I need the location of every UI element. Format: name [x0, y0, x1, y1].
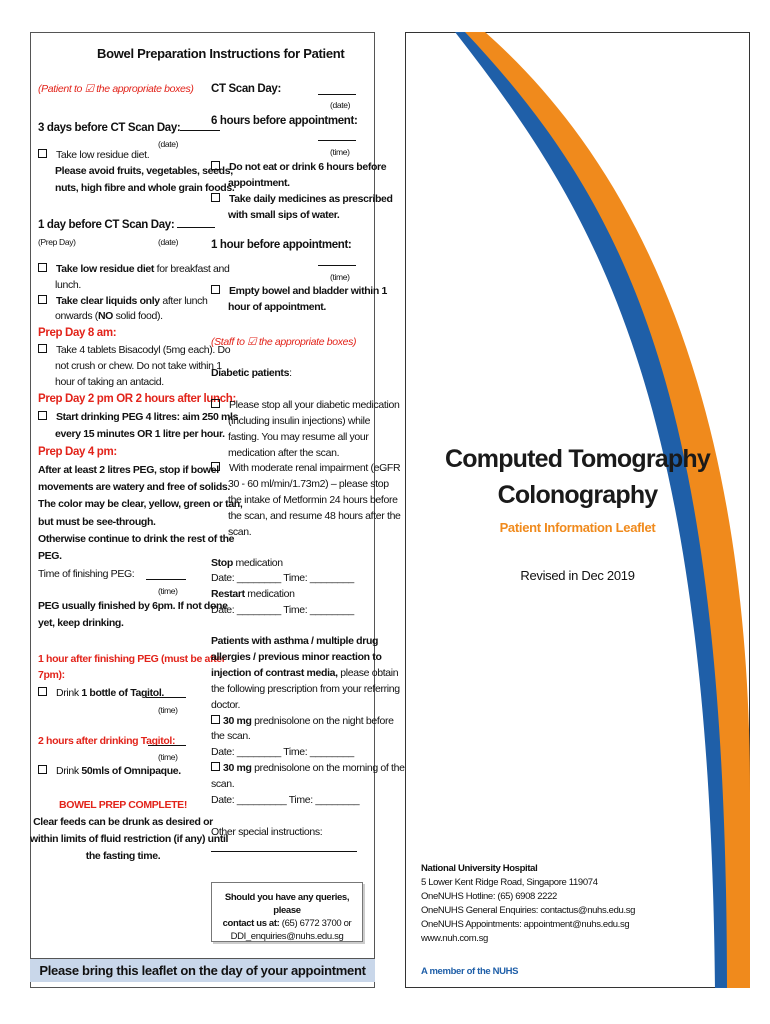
tagitol-heading: 1 hour after finishing PEG (must be after — [38, 653, 226, 665]
time-finishing-peg: Time of finishing PEG: — [38, 568, 135, 580]
item-continuation: scan. — [228, 526, 252, 538]
contact-line: contact us at: (65) 6772 3700 or — [222, 918, 352, 929]
prep-4pm-heading: Prep Day 4 pm: — [38, 446, 117, 458]
tagitol-heading-2: 7pm): — [38, 669, 65, 681]
footer-bar — [30, 958, 375, 982]
panel-title: Bowel Preparation Instructions for Patient — [97, 46, 345, 61]
peg-instruction-line: PEG. — [38, 550, 62, 562]
one-day-heading: 1 day before CT Scan Day: — [38, 218, 215, 232]
peg-instruction-line: The color may be clear, yellow, green or tan, — [38, 498, 243, 510]
stop-medication: Stop medication — [211, 557, 283, 569]
one-hour-heading: 1 hour before appointment: — [211, 239, 352, 251]
time-caption: (time) — [158, 752, 178, 762]
item-continuation: 30 - 60 ml/min/1.73m2) – please stop — [228, 478, 389, 490]
tagitol-item: Drink 1 bottle of Tagitol. — [38, 686, 164, 700]
checkbox[interactable] — [211, 193, 220, 202]
item-continuation: the scan, and resume 48 hours after the — [228, 510, 401, 522]
appointments-contact: OneNUHS Appointments: appointment@nuhs.edu.sg — [421, 919, 630, 930]
other-instructions-label: Other special instructions: — [211, 826, 323, 838]
time-blank[interactable] — [318, 140, 356, 141]
queries-box — [211, 882, 363, 942]
item-continuation: the scan. — [211, 730, 251, 742]
prednisolone-night-item: 30 mg prednisolone on the night before — [211, 714, 394, 728]
omnipaque-heading: 2 hours after drinking Tagitol: — [38, 735, 176, 747]
contact-email[interactable]: DDI_enquiries@nuhs.edu.sg — [230, 931, 344, 942]
cover-title: Computed Tomography — [445, 445, 710, 473]
item-continuation: with small sips of water. — [228, 209, 340, 221]
peg-instruction-line: but must be see-through. — [38, 516, 156, 528]
general-enquiries: OneNUHS General Enquiries: contactus@nuhs.edu.sg — [421, 905, 636, 916]
item-continuation: hour of appointment. — [228, 301, 326, 313]
clear-feeds-text: Clear feeds can be drunk as desired or — [33, 816, 213, 828]
date-time-field[interactable]: Date: ________ Time: ________ — [211, 604, 354, 616]
daily-medicines-item: Take daily medicines as prescribed — [211, 192, 393, 206]
hospital-name: National University Hospital — [421, 863, 538, 874]
date-caption: (date) — [330, 100, 351, 110]
asthma-heading-2: allergies / previous minor reaction to — [211, 651, 382, 663]
hospital-address: 5 Lower Kent Ridge Road, Singapore 119074 — [421, 877, 598, 888]
time-blank[interactable] — [146, 579, 186, 580]
asthma-line: doctor. — [211, 699, 241, 711]
other-instructions-line[interactable] — [211, 851, 357, 852]
time-blank[interactable] — [318, 265, 356, 266]
no-eat-item: Do not eat or drink 6 hours before — [211, 160, 386, 174]
restart-medication: Restart medication — [211, 588, 295, 600]
item-continuation: hour of taking an antacid. — [55, 376, 164, 388]
prep-8am-heading: Prep Day 8 am: — [38, 327, 117, 339]
empty-bowel-item: Empty bowel and bladder within 1 — [211, 284, 387, 298]
checkbox[interactable] — [211, 462, 220, 471]
time-blank[interactable] — [148, 745, 186, 746]
staff-note: (Staff to ☑ the appropriate boxes) — [211, 336, 357, 348]
date-caption: (date) — [158, 139, 179, 149]
avoid-foods-text: Please avoid fruits, vegetables, seeds, — [55, 165, 233, 177]
cover-subtitle: Patient Information Leaflet — [499, 520, 656, 535]
time-caption: (time) — [158, 586, 178, 596]
checkbox[interactable] — [38, 765, 47, 774]
time-blank[interactable] — [146, 697, 186, 698]
diabetic-item-2: With moderate renal impairment (eGFR — [211, 461, 400, 475]
date-blank[interactable] — [318, 94, 356, 95]
six-hours-heading: 6 hours before appointment: — [211, 115, 358, 127]
item-continuation: the intake of Metformin 24 hours before — [228, 494, 398, 506]
time-caption: (time) — [330, 272, 350, 282]
footer-text: Please bring this leaflet on the day of your appointment — [39, 963, 366, 978]
clear-feeds-text-2: within limits of fluid restriction (if any) until — [30, 833, 229, 845]
item-continuation: medication after the scan. — [228, 447, 340, 459]
checkbox[interactable] — [38, 344, 47, 353]
ct-scan-day-heading: CT Scan Day: — [211, 83, 281, 95]
clear-liquids-item: Take clear liquids only after lunch — [38, 294, 208, 308]
date-time-field[interactable]: Date: ________ Time: ________ — [211, 746, 354, 758]
date-time-field[interactable]: Date: ________ Time: ________ — [211, 572, 354, 584]
queries-text: Should you have any queries, please — [224, 892, 350, 916]
checkbox[interactable] — [211, 161, 220, 170]
peg-instruction-line: Otherwise continue to drink the rest of the — [38, 533, 235, 545]
revised-date: Revised in Dec 2019 — [520, 568, 635, 583]
website-link[interactable]: www.nuh.com.sg — [421, 933, 488, 944]
item-continuation: not crush or chew. Do not take within 1 — [55, 360, 222, 372]
prednisolone-morning-item: 30 mg prednisolone on the morning of the — [211, 761, 405, 775]
peg-instruction-line: movements are watery and free of solids. — [38, 481, 230, 493]
checkbox[interactable] — [38, 411, 47, 420]
cover-swoosh-graphic — [405, 32, 750, 988]
low-residue-item: Take low residue diet. — [38, 148, 149, 162]
hotline: OneNUHS Hotline: (65) 6908 2222 — [421, 891, 557, 902]
peg-usually-text: PEG usually finished by 6pm. If not done — [38, 600, 228, 612]
prep-2pm-heading: Prep Day 2 pm OR 2 hours after lunch: — [38, 393, 236, 405]
prep-day-caption: (Prep Day) — [38, 237, 76, 247]
item-continuation: scan. — [211, 778, 235, 790]
bowel-prep-complete: BOWEL PREP COMPLETE! — [59, 799, 187, 811]
time-caption: (time) — [158, 705, 178, 715]
cover-title-2: Colonography — [497, 481, 658, 509]
omnipaque-item: Drink 50mls of Omnipaque. — [38, 764, 181, 778]
peg-usually-text-2: yet, keep drinking. — [38, 617, 124, 629]
item-continuation: appointment. — [228, 177, 290, 189]
low-residue-breakfast-item: Take low residue diet for breakfast and — [38, 262, 230, 276]
item-continuation: lunch. — [55, 279, 81, 291]
clear-feeds-text-3: the fasting time. — [85, 850, 161, 862]
orange-swoosh — [465, 32, 750, 988]
avoid-foods-text-2: nuts, high fibre and whole grain foods. — [55, 182, 235, 194]
asthma-line: the following prescription from your referring — [211, 683, 400, 695]
checkbox[interactable] — [38, 149, 47, 158]
bisacodyl-item: Take 4 tablets Bisacodyl (5mg each). Do — [38, 343, 230, 357]
three-days-heading: 3 days before CT Scan Day: — [38, 121, 220, 135]
diabetic-item-1: Please stop all your diabetic medication — [211, 398, 399, 412]
checkbox[interactable] — [38, 263, 47, 272]
asthma-heading: Patients with asthma / multiple drug — [211, 635, 379, 647]
asthma-line-3: injection of contrast media, please obtain — [211, 667, 399, 679]
item-continuation: fasting. You may resume all your — [228, 431, 369, 443]
item-continuation: (including insulin injections) while — [228, 415, 371, 427]
item-continuation: onwards (NO solid food). — [55, 310, 163, 322]
checkbox[interactable] — [211, 285, 220, 294]
checkbox[interactable] — [211, 762, 220, 771]
diabetic-heading: Diabetic patients: — [211, 367, 292, 379]
checkbox[interactable] — [38, 687, 47, 696]
time-caption: (time) — [330, 147, 350, 157]
peg-instruction-line: After at least 2 litres PEG, stop if bowel — [38, 464, 219, 476]
date-time-field[interactable]: Date: _________ Time: ________ — [211, 794, 360, 806]
checkbox[interactable] — [211, 399, 220, 408]
nuhs-member-logo-text: A member of the NUHS — [421, 966, 519, 977]
patient-note: (Patient to ☑ the appropriate boxes) — [38, 83, 194, 95]
peg-start-item: Start drinking PEG 4 litres: aim 250 mls — [38, 410, 238, 424]
item-continuation: every 15 minutes OR 1 litre per hour. — [55, 428, 225, 440]
checkbox[interactable] — [211, 715, 220, 724]
date-caption: (date) — [158, 237, 179, 247]
checkbox[interactable] — [38, 295, 47, 304]
